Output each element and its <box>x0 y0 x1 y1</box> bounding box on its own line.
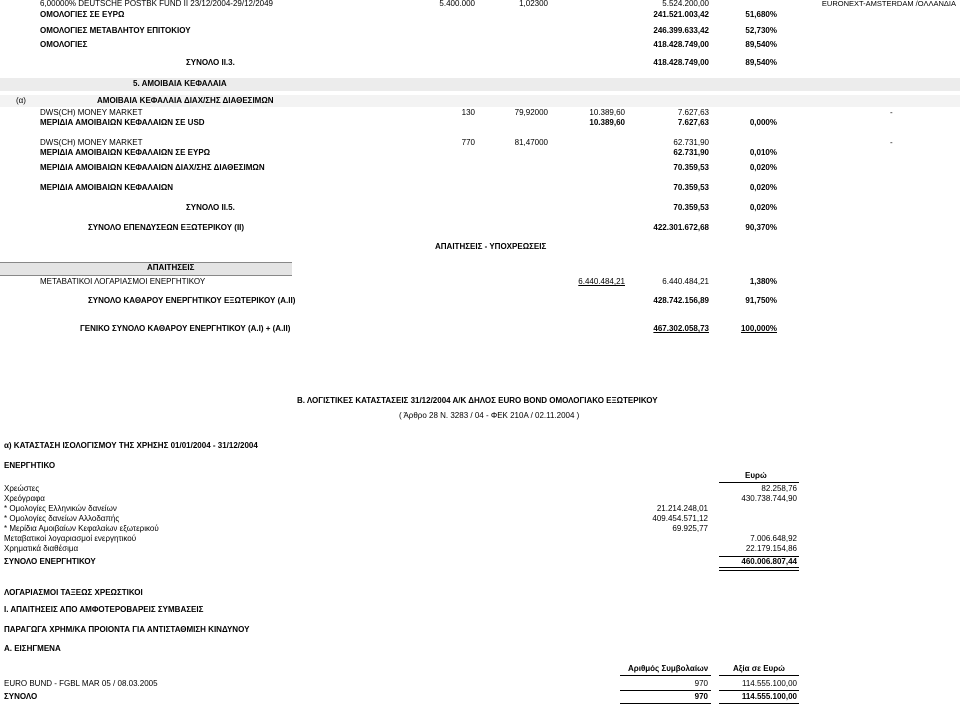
net-foreign-assets-row <box>0 296 960 306</box>
assets-total-amount: 460.006.807,44 <box>741 557 797 566</box>
total-foreign-investments-row <box>0 223 960 233</box>
total-ii5-row <box>0 203 960 213</box>
market-value: 5.524.200,00 <box>662 0 709 8</box>
fund-quantity: 770 <box>461 138 475 147</box>
row-value: 70.359,53 <box>673 163 709 172</box>
nominal-amount: 5.400.000 <box>439 0 475 8</box>
derivatives-total-label: ΣΥΝΟΛΟ <box>4 692 38 701</box>
row-percent: 0,020% <box>749 203 777 212</box>
off-balance-heading <box>0 588 960 598</box>
fund-cost: 10.389,60 <box>589 108 625 117</box>
fund-price: 79,92000 <box>514 108 548 117</box>
asset-label: Χρεόγραφα <box>4 494 45 503</box>
fund-value: 7.627,63 <box>677 108 709 117</box>
row-label: ΣΥΝΟΛΟ ΕΠΕΝΔΥΣΕΩΝ ΕΞΩΤΕΡΙΚΟΥ (ΙΙ) <box>88 223 245 232</box>
row-label: ΟΜΟΛΟΓΙΕΣ ΜΕΤΑΒΛΗΤΟΥ ΕΠΙΤΟΚΙΟΥ <box>40 26 191 35</box>
row-label: ΟΜΟΛΟΓΙΕΣ ΣΕ ΕΥΡΩ <box>40 10 125 19</box>
asset-label: * Ομολογίες Ελληνικών δανείων <box>4 504 117 513</box>
row-label: ΜΕΡΙΔΙΑ ΑΜΟΙΒΑΙΩΝ ΚΕΦΑΛΑΙΩΝ ΣΕ USD <box>40 118 205 127</box>
subsection-marker: (α) <box>16 96 26 105</box>
currency-header: Ευρώ <box>745 471 767 480</box>
asset-label: Χρηματικά διαθέσιμα <box>4 544 79 553</box>
row-value: 467.302.058,73 <box>653 324 709 333</box>
asset-row <box>0 544 960 554</box>
assets-heading <box>0 461 960 471</box>
derivatives-total-bottom-rule <box>620 703 711 704</box>
assets-total-row <box>0 557 960 567</box>
row-percent: 0,000% <box>749 118 777 127</box>
row-percent: 89,540% <box>745 40 777 49</box>
asset-label: * Ομολογίες δανείων Αλλοδαπής <box>4 514 120 523</box>
row-value: 246.399.633,42 <box>653 26 709 35</box>
unit-price: 1,02300 <box>519 0 548 8</box>
assets-title: ΕΝΕΡΓΗΤΙΚΟ <box>4 461 56 470</box>
off-balance-section-i <box>0 605 960 615</box>
derivatives-total-bottom-rule <box>719 703 799 704</box>
bonds-row <box>0 40 960 50</box>
asset-amount: 82.258,76 <box>761 484 797 493</box>
statements-title: Β. ΛΟΓΙΣΤΙΚΕΣ ΚΑΤΑΣΤΑΣΕΙΣ 31/12/2004 Α/Κ ΔΗΛΟΣ EURO BOND ΟΜΟΛΟΓΙΑΚΟ ΕΞΩΤΕΡΙΚΟΥ <box>297 396 658 405</box>
asset-sub-amount: 409.454.571,12 <box>652 514 708 523</box>
fund-market: - <box>890 108 893 117</box>
row-cost: 10.389,60 <box>589 118 625 127</box>
row-percent: 0,020% <box>749 183 777 192</box>
security-name: 6,00000% DEUTSCHE POSTBK FUND II 23/12/2004-29/12/2049 <box>40 0 274 8</box>
contracts-header-underline <box>620 675 711 676</box>
fund-value: 62.731,90 <box>673 138 709 147</box>
funds-usd-total-row <box>0 118 960 128</box>
section-5-heading <box>0 79 960 89</box>
row-value: 70.359,53 <box>673 203 709 212</box>
assets-total-label: ΣΥΝΟΛΟ ΕΝΕΡΓΗΤΙΚΟΥ <box>4 557 96 566</box>
row-percent: 91,750% <box>745 296 777 305</box>
row-value: 7.627,63 <box>677 118 709 127</box>
subsection-a-heading <box>0 96 960 106</box>
currency-header-underline <box>719 482 799 483</box>
row-percent: 0,020% <box>749 163 777 172</box>
row-percent: 1,380% <box>749 277 777 286</box>
listed-title: Α. ΕΙΣΗΓΜΕΝΑ <box>4 644 61 653</box>
value-column-header: Αξία σε Ευρώ <box>733 664 785 673</box>
row-label: ΜΕΤΑΒΑΤΙΚΟΙ ΛΟΓΑΡΙΑΣΜΟΙ ΕΝΕΡΓΗΤΙΚΟΥ <box>40 277 206 286</box>
row-label: ΟΜΟΛΟΓΙΕΣ <box>40 40 88 49</box>
statements-heading <box>0 396 960 406</box>
contracts-column-header: Αριθμός Συμβολαίων <box>628 664 709 673</box>
asset-label: Μεταβατικοί λογαριασμοί ενεργητικού <box>4 534 137 543</box>
section-title: ΑΠΑΙΤΗΣΕΙΣ <box>147 263 195 272</box>
row-label: ΣΥΝΟΛΟ ΙΙ.3. <box>186 58 235 67</box>
total-ii3-row <box>0 58 960 68</box>
row-label: ΜΕΡΙΔΙΑ ΑΜΟΙΒΑΙΩΝ ΚΕΦΑΛΑΙΩΝ ΣΕ ΕΥΡΩ <box>40 148 211 157</box>
derivatives-column-headers <box>0 664 960 674</box>
fund-eur-row <box>0 138 960 148</box>
row-value: 418.428.749,00 <box>653 58 709 67</box>
row-percent: 51,680% <box>745 10 777 19</box>
receivables-heading <box>0 263 960 273</box>
funds-eur-total-row <box>0 148 960 158</box>
derivative-contracts: 970 <box>694 679 708 688</box>
asset-row <box>0 534 960 544</box>
derivatives-total-contracts: 970 <box>694 692 708 701</box>
row-percent: 100,000% <box>740 324 777 333</box>
asset-row <box>0 494 960 504</box>
asset-label: Χρεώστες <box>4 484 40 493</box>
off-balance-title: ΛΟΓΑΡΙΑΣΜΟΙ ΤΑΞΕΩΣ ΧΡΕΩΣΤΙΚΟΙ <box>4 588 143 597</box>
row-value: 70.359,53 <box>673 183 709 192</box>
section-title: 5. ΑΜΟΙΒΑΙΑ ΚΕΦΑΛΑΙΑ <box>133 79 227 88</box>
section-i-title: Ι. ΑΠΑΙΤΗΣΕΙΣ ΑΠΟ ΑΜΦΟΤΕΡΟΒΑΡΕΙΣ ΣΥΜΒΑΣΕΙΣ <box>4 605 204 614</box>
accrued-assets-row <box>0 277 960 287</box>
derivatives-total-value: 114.555.100,00 <box>741 692 797 701</box>
asset-sub-amount: 21.214.248,01 <box>656 504 708 513</box>
row-label: ΣΥΝΟΛΟ ΚΑΘΑΡΟΥ ΕΝΕΡΓΗΤΙΚΟΥ ΕΞΩΤΕΡΙΚΟΥ (Α.ΙΙ) <box>88 296 296 305</box>
derivative-row <box>0 679 960 689</box>
floating-bonds-row <box>0 26 960 36</box>
row-label: ΣΥΝΟΛΟ ΙΙ.5. <box>186 203 235 212</box>
row-cost: 6.440.484,21 <box>578 277 625 286</box>
fund-market: - <box>890 138 893 147</box>
row-label: ΜΕΡΙΔΙΑ ΑΜΟΙΒΑΙΩΝ ΚΕΦΑΛΑΙΩΝ <box>40 183 174 192</box>
asset-sub-row <box>0 524 960 534</box>
asset-amount: 430.738.744,90 <box>741 494 797 503</box>
row-value: 6.440.484,21 <box>662 277 709 286</box>
row-value: 241.521.003,42 <box>653 10 709 19</box>
fund-name: DWS(CH) MONEY MARKET <box>40 138 143 147</box>
currency-header-row <box>0 471 960 481</box>
asset-sub-row <box>0 504 960 514</box>
asset-label: * Μερίδια Αμοιβαίων Κεφαλαίων εξωτερικού <box>4 524 159 533</box>
row-percent: 90,370% <box>745 223 777 232</box>
row-value: 62.731,90 <box>673 148 709 157</box>
stock-exchange: EURONEXT-AMSTERDAM /ΟΛΛΑΝΔΙΑ <box>821 0 956 8</box>
bond-holding-row <box>0 0 960 9</box>
fund-quantity: 130 <box>461 108 475 117</box>
funds-total-row <box>0 183 960 193</box>
legal-reference-row <box>0 411 960 421</box>
receivables-payables-heading <box>0 242 960 252</box>
row-value: 428.742.156,89 <box>653 296 709 305</box>
derivatives-total-top-rule <box>620 690 711 691</box>
derivatives-title: ΠΑΡΑΓΩΓΑ ΧΡΗΜ/ΚΑ ΠΡΟΙΟΝΤΑ ΓΙΑ ΑΝΤΙΣΤΑΘΜΙΣΗ ΚΙΝΔΥΝΟΥ <box>4 625 250 634</box>
value-header-underline <box>719 675 799 676</box>
row-label: ΜΕΡΙΔΙΑ ΑΜΟΙΒΑΙΩΝ ΚΕΦΑΛΑΙΩΝ ΔΙΑΧ/ΣΗΣ ΔΙΑΘΕΣΙΜΩΝ <box>40 163 265 172</box>
derivatives-heading <box>0 625 960 635</box>
row-percent: 52,730% <box>745 26 777 35</box>
funds-cash-mgmt-total-row <box>0 163 960 173</box>
balance-sheet-heading <box>0 441 960 451</box>
asset-amount: 7.006.648,92 <box>750 534 797 543</box>
derivative-name: EURO BUND - FGBL MAR 05 / 08.03.2005 <box>4 679 158 688</box>
asset-sub-row <box>0 514 960 524</box>
asset-amount: 22.179.154,86 <box>745 544 797 553</box>
row-value: 418.428.749,00 <box>653 40 709 49</box>
row-label: ΓΕΝΙΚΟ ΣΥΝΟΛΟ ΚΑΘΑΡΟΥ ΕΝΕΡΓΗΤΙΚΟΥ (Α.Ι) + (Α.ΙΙ) <box>80 324 291 333</box>
balance-sheet-title: α) ΚΑΤΑΣΤΑΣΗ ΙΣΟΛΟΓΙΣΜΟΥ ΤΗΣ ΧΡΗΣΗΣ 01/01/2004 - 31/12/2004 <box>4 441 258 450</box>
bonds-eur-row <box>0 10 960 20</box>
grand-total-row <box>0 324 960 334</box>
subsection-title: ΑΜΟΙΒΑΙΑ ΚΕΦΑΛΑΙΑ ΔΙΑΧ/ΣΗΣ ΔΙΑΘΕΣΙΜΩΝ <box>97 96 274 105</box>
derivatives-total-top-rule <box>719 690 799 691</box>
fund-price: 81,47000 <box>514 138 548 147</box>
fund-usd-row <box>0 108 960 118</box>
derivatives-total-row <box>0 692 960 702</box>
row-value: 422.301.672,68 <box>653 223 709 232</box>
row-percent: 0,010% <box>749 148 777 157</box>
row-percent: 89,540% <box>745 58 777 67</box>
listed-heading <box>0 644 960 654</box>
legal-reference: ( Άρθρο 28 Ν. 3283 / 04 - ΦΕΚ 210Α / 02.11.2004 ) <box>399 411 580 420</box>
derivative-value: 114.555.100,00 <box>741 679 797 688</box>
assets-total-double-rule <box>719 567 799 571</box>
section-title: ΑΠΑΙΤΗΣΕΙΣ - ΥΠΟΧΡΕΩΣΕΙΣ <box>435 242 547 251</box>
fund-name: DWS(CH) MONEY MARKET <box>40 108 143 117</box>
asset-sub-amount: 69.925,77 <box>672 524 708 533</box>
asset-row <box>0 484 960 494</box>
